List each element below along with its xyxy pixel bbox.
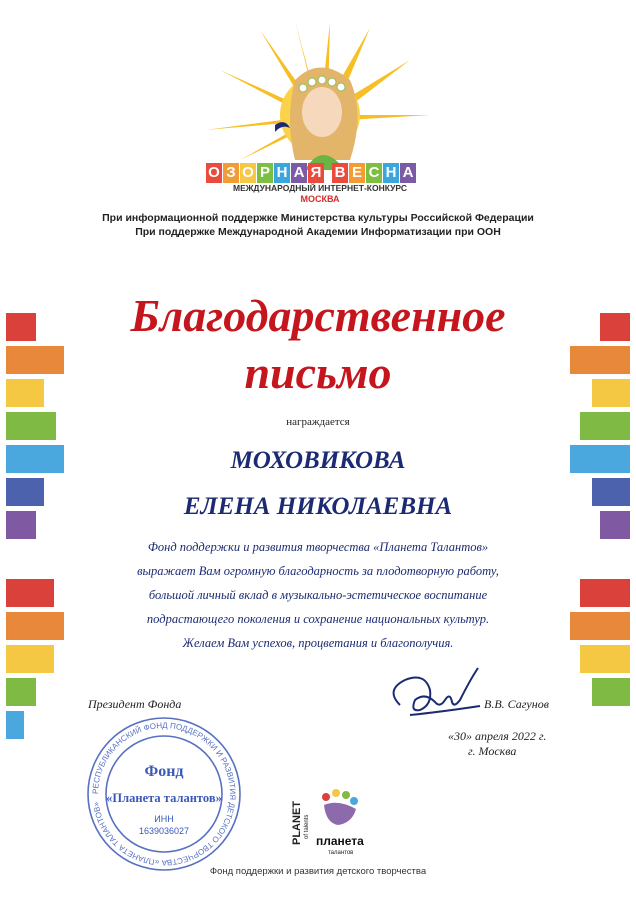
svg-text:Фонд: Фонд [144,763,184,780]
footer-foundation: Фонд поддержки и развития детского творчества [209,866,427,877]
svg-text:талантов: талантов [328,850,354,856]
svg-text:of talents: of talents [304,814,310,839]
contest-name-letter: З [223,163,239,183]
contest-name-letter: О [240,163,256,183]
bar-blue [592,478,630,506]
foundation-stamp [84,714,244,874]
contest-name-letter: Р [257,163,273,183]
bar-red [6,313,36,341]
bar-lightblue [6,711,24,739]
contest-name [206,163,430,185]
svg-text:PLANET: PLANET [291,801,303,845]
svg-text:ИНН: ИНН [154,814,174,824]
support-line-academy: При поддержке Международной Академии Информатизации при ООН [135,226,501,238]
recipient-name: ЕЛЕНА НИКОЛАЕВНА [183,493,453,520]
contest-city: МОСКВА [300,194,340,204]
gratitude-text [90,535,546,655]
bar-red [580,579,630,607]
svg-text:1639036027: 1639036027 [138,826,190,836]
bar-green [6,678,36,706]
handwritten-signature [380,660,490,730]
contest-subtitle: МЕЖДУНАРОДНЫЙ ИНТЕРНЕТ-КОНКУРС [232,183,408,193]
bar-blue [6,478,44,506]
bar-orange [6,612,64,640]
bar-red [6,579,54,607]
bar-yellow [6,379,44,407]
gratitude-line: большой личный вклад в музыкально-эстетическое воспитание [148,588,488,602]
signer-position: Президент Фонда [88,697,182,711]
bar-yellow [592,379,630,407]
contest-name-letter: О [206,163,222,183]
signer-name: В.В. Сагунов [484,697,549,711]
contest-name-letter: А [291,163,307,183]
recipient-surname: МОХОВИКОВА [230,447,406,474]
gratitude-line: подрастающего поколения и сохранение национальных культур. [146,612,490,626]
bar-purple [6,511,36,539]
bar-yellow [6,645,54,673]
contest-name-letter: Я [308,163,324,183]
svg-text:планета: планета [316,834,364,848]
contest-name-letter: С [366,163,382,183]
document-title-line2: письмо [244,347,392,398]
contest-name-letter: А [400,163,416,183]
contest-name-letter: В [332,163,348,183]
gratitude-line: Фонд поддержки и развития творчества «Планета Талантов» [147,540,489,554]
gratitude-line: Желаем Вам успехов, процветания и благополучия. [182,636,454,650]
contest-name-letter: Н [383,163,399,183]
contest-name-letter [325,163,331,183]
svg-text:РЕСПУБЛИКАНСКИЙ ФОНД ПОДДЕРЖКИ: РЕСПУБЛИКАНСКИЙ ФОНД ПОДДЕРЖКИ И РАЗВИТИЯ ДЕТСКОГО ТВОРЧЕСТВА «ПЛАНЕТА ТАЛАНТОВ» [90,720,238,868]
awarded-label: награждается [286,416,350,428]
contest-name-letter: Н [274,163,290,183]
svg-text:«Планета талантов»: «Планета талантов» [106,791,222,805]
gratitude-line: выражает Вам огромную благодарность за плодотворную работу, [137,564,499,578]
bar-purple [600,511,630,539]
bar-orange [570,612,630,640]
planet-of-talents-logo [286,783,370,863]
document-city: г. Москва [468,744,517,758]
contest-name-letter: Е [349,163,365,183]
document-title-line1: Благодарственное [130,290,506,341]
bar-yellow [580,645,630,673]
bar-red [600,313,630,341]
bar-green [592,678,630,706]
support-line-ministry: При информационной поддержке Министерства культуры Российской Федерации [102,212,534,224]
document-date: «30» апреля 2022 г. [448,729,547,743]
